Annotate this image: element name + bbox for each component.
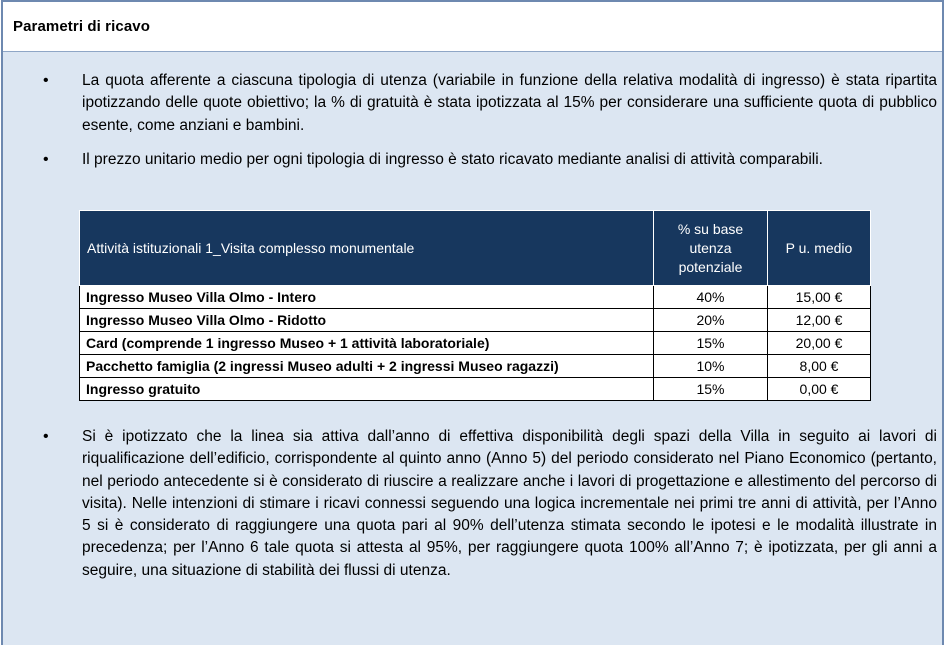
bullet-text: La quota afferente a ciascuna tipologia di utenza (variabile in funzione della relativa modalità di ingresso) è stata ripartita ipotizzando delle quote obiettivo; la % di gratuità è stata ipotizzata al 15% per considerare una sufficiente quota di pubblico esente, come anziani e bambini. bbox=[82, 72, 937, 134]
ticket-table bbox=[79, 210, 871, 401]
cell-ticket-type: Ingresso gratuito bbox=[80, 378, 654, 401]
cell-price: 15,00 € bbox=[768, 286, 871, 309]
cell-share: 15% bbox=[654, 332, 768, 355]
cell-share: 10% bbox=[654, 355, 768, 378]
table-row bbox=[80, 286, 871, 309]
cell-ticket-type: Card (comprende 1 ingresso Museo + 1 attività laboratoriale) bbox=[80, 332, 654, 355]
cell-share: 15% bbox=[654, 378, 768, 401]
bullet-icon: • bbox=[43, 151, 49, 168]
cell-ticket-type: Pacchetto famiglia (2 ingressi Museo adulti + 2 ingressi Museo ragazzi) bbox=[80, 355, 654, 378]
cell-price: 8,00 € bbox=[768, 355, 871, 378]
bullet-text: Il prezzo unitario medio per ogni tipologia di ingresso è stato ricavato mediante analisi di attività comparabili. bbox=[82, 151, 823, 168]
cell-ticket-type: Ingresso Museo Villa Olmo - Intero bbox=[80, 286, 654, 309]
cell-share: 20% bbox=[654, 309, 768, 332]
table-row bbox=[80, 378, 871, 401]
table-row bbox=[80, 355, 871, 378]
table-row bbox=[80, 332, 871, 355]
cell-price: 12,00 € bbox=[768, 309, 871, 332]
cell-share: 40% bbox=[654, 286, 768, 309]
table-row bbox=[80, 309, 871, 332]
ticket-table-container bbox=[79, 210, 870, 401]
cell-price: 0,00 € bbox=[768, 378, 871, 401]
bullet-icon: • bbox=[43, 428, 49, 445]
column-header-price: P u. medio bbox=[768, 211, 871, 286]
section-title: Parametri di ricavo bbox=[13, 18, 150, 35]
bullet-icon: • bbox=[43, 72, 49, 89]
section-header bbox=[3, 2, 942, 52]
table-header-row bbox=[80, 211, 871, 286]
column-header-activity: Attività istituzionali 1_Visita complesso monumentale bbox=[80, 211, 654, 286]
bullet-text: Si è ipotizzato che la linea sia attiva dall’anno di effettiva disponibilità degli spazi della Villa in seguito ai lavori di riqualificazione dell’edificio, corrispondente al quinto anno (Anno 5) del periodo considerato nel Piano Economico (pertanto, nel periodo antecedente si è considerato di riuscire a realizzare anche i lavori di progettazione e allestimento del percorso di visita). Nelle intenzioni di stimare i ricavi connessi seguendo una logica incrementale nei primi tre anni di attività, per l’Anno 5 si è considerato di raggiungere una quota pari al 90% dell’utenza stimata secondo le ipotesi e le modalità illustrate in precedenza; per l’Anno 6 tale quota si attesta al 95%, per raggiungere quota 100% all’Anno 7; è ipotizzata, per gli anni a seguire, una situazione di stabilità dei flussi di utenza. bbox=[82, 428, 937, 579]
cell-price: 20,00 € bbox=[768, 332, 871, 355]
cell-ticket-type: Ingresso Museo Villa Olmo - Ridotto bbox=[80, 309, 654, 332]
column-header-share: % su base utenza potenziale bbox=[654, 211, 768, 286]
